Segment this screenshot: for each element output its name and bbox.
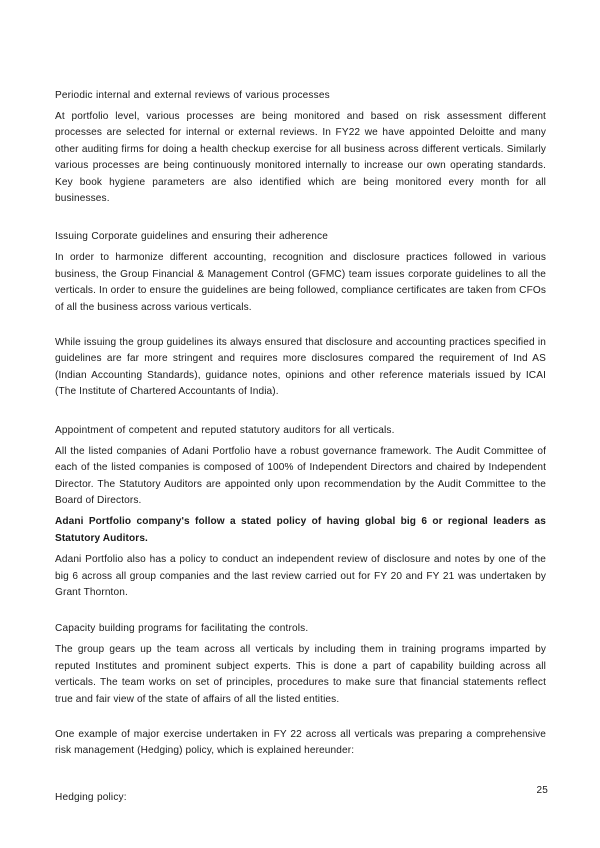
section-heading: Periodic internal and external reviews of various processes — [55, 90, 330, 101]
section-spacer — [55, 207, 546, 229]
section-paragraph: The group gears up the team across all verticals by including them in training programs imparted by reputed Institutes and prominent subject experts. This is done a part of capability building across all verticals. The team works on set of principles, procedures to make sure that financial statements reflect true and fair view of the state of affairs of all the listed entities. — [55, 644, 546, 705]
paragraph-spacer — [55, 713, 546, 727]
section-heading: Appointment of competent and reputed statutory auditors for all verticals. — [55, 424, 395, 436]
section-hedging-policy — [55, 790, 546, 806]
section-paragraph: All the listed companies of Adani Portfolio have a robust governance framework. The Audit Committee of each of the listed companies is composed of 100% of Independent Directors and chaired by Independent Director. The Statutory Auditors are appointed only upon recommendation by the Audit Committee to the Board of Directors. — [55, 445, 546, 506]
section-heading: Issuing Corporate guidelines and ensuring their adherence — [55, 231, 328, 243]
section-paragraph: While issuing the group guidelines its always ensured that disclosure and accounting practices specified in guidelines are far more stringent and requires more disclosures compared the requirement of Ind AS (Indian Accounting Standards), guidance notes, opinions and other reference materials issued by ICAI (The Institute of Chartered Accountants of India). — [55, 337, 546, 398]
section-spacer — [55, 401, 546, 423]
section-corporate-guidelines — [55, 229, 546, 400]
hedging-policy-heading: Hedging policy: — [55, 791, 127, 803]
section-heading: Capacity building programs for facilitating the controls. — [55, 623, 309, 635]
section-spacer — [55, 760, 546, 790]
paragraph-spacer — [55, 321, 546, 335]
section-paragraph: One example of major exercise undertaken in FY 22 across all verticals was preparing a comprehensive risk management (Hedging) policy, which is explained hereunder: — [55, 728, 546, 757]
section-paragraph: In order to harmonize different accounting, recognition and disclosure practices followed in various business, the Group Financial & Management Control (GFMC) team issues corporate guidelines to all the verticals. In order to ensure the guidelines are being followed, compliance certificates are taken from CFOs of all the business across various verticals. — [55, 252, 546, 313]
section-paragraph: At portfolio level, various processes are being monitored and based on risk assessment different processes are selected for internal or external reviews. In FY22 we have appointed Deloitte and many other auditing firms for doing a health checkup exercise for all business across different verticals. Similarly various processes are being continuously monitored internally to increase our own operating standards. Key book hygiene parameters are also identified which are being monitored every month for all businesses. — [55, 111, 546, 205]
section-periodic-reviews — [55, 88, 546, 207]
page-content — [55, 88, 546, 811]
section-capacity-building — [55, 621, 546, 759]
page-number: 25 — [536, 785, 548, 796]
section-statutory-auditors — [55, 423, 546, 602]
section-paragraph-bold: Adani Portfolio company's follow a stated policy of having global big 6 or regional leaders as Statutory Auditors. — [55, 516, 546, 544]
section-paragraph: Adani Portfolio also has a policy to conduct an independent review of disclosure and notes by one of the big 6 across all group companies and the last review carried out for FY 20 and FY 21 was undertaken by Grant Thornton. — [55, 554, 546, 598]
section-spacer — [55, 601, 546, 621]
